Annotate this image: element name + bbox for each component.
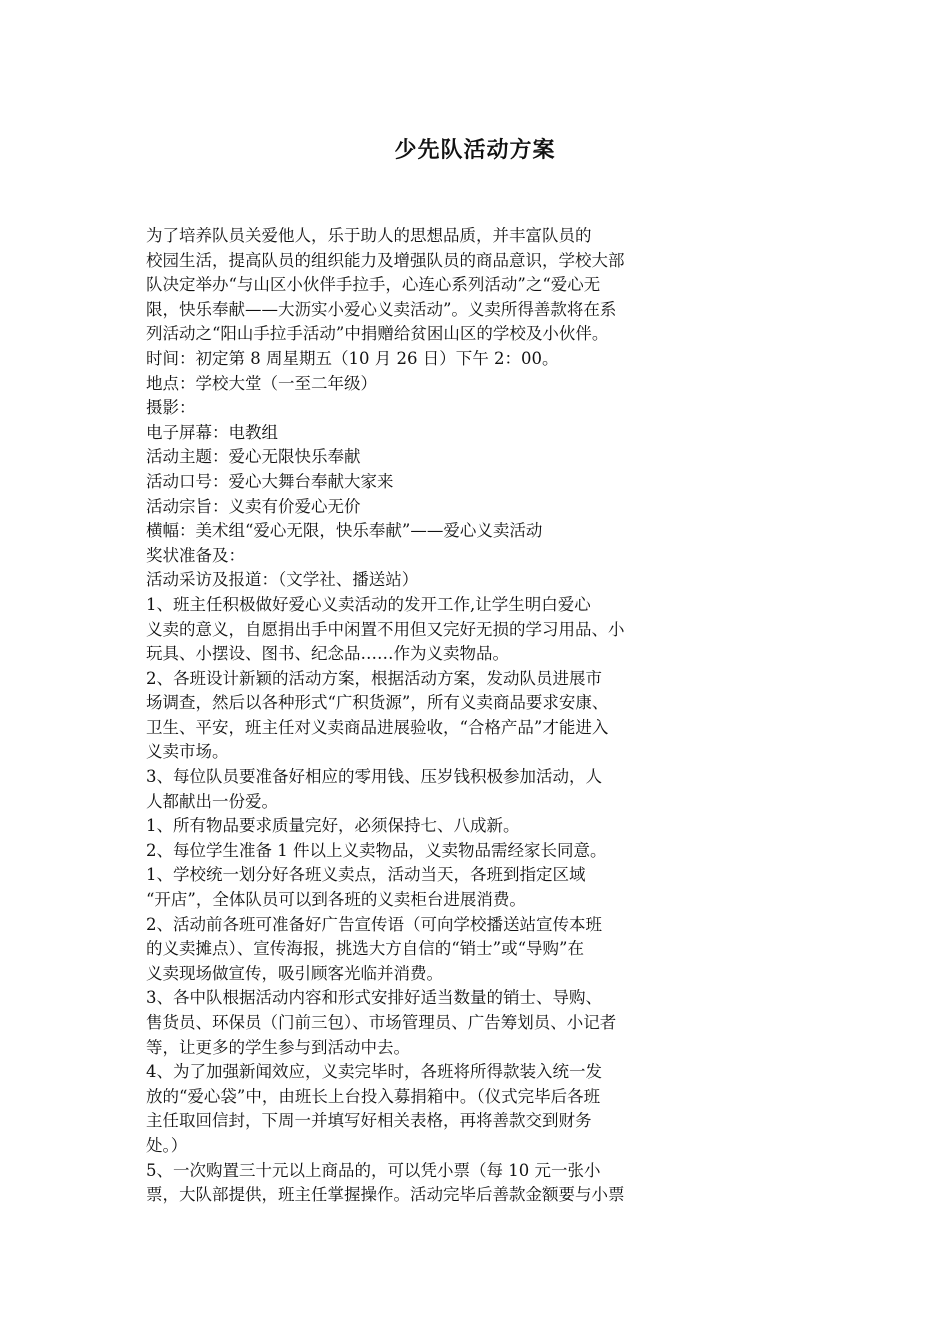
paragraph-line: 列活动之“阳山手拉手活动”中捐赠给贫困山区的学校及小伙伴。 <box>146 324 609 344</box>
paragraph-line: 人都献出一份爱。 <box>146 791 278 811</box>
paragraph-line: 限，快乐奉献——大沥实小爱心义卖活动”。义卖所得善款将在系 <box>146 299 617 319</box>
paragraph-line: “开店”，全体队员可以到各班的义卖柜台进展消费。 <box>146 890 526 910</box>
paragraph-line: 队决定举办“与山区小伙伴手拉手，心连心系列活动”之“爱心无 <box>146 275 601 295</box>
paragraph-line: 1、班主任积极做好爱心义卖活动的发开工作,让学生明白爱心 <box>146 594 591 614</box>
paragraph-line: 活动主题：爱心无限快乐奉献 <box>146 447 361 467</box>
paragraph-line: 2、每位学生准备 1 件以上义卖物品，义卖物品需经家长同意。 <box>146 840 607 860</box>
paragraph-line: 2、活动前各班可准备好广告宣传语（可向学校播送站宣传本班 <box>146 914 602 934</box>
paragraph-line: 3、各中队根据活动内容和形式安排好适当数量的销士、导购、 <box>146 988 602 1008</box>
paragraph-line: 1、所有物品要求质量完好，必须保持七、八成新。 <box>146 816 520 836</box>
paragraph-line: 4、为了加强新闻效应，义卖完毕时，各班将所得款装入统一发 <box>146 1062 602 1082</box>
paragraph-line: 摄影： <box>146 398 196 418</box>
paragraph-line: 等，让更多的学生参与到活动中去。 <box>146 1037 410 1057</box>
paragraph-line: 3、每位队员要准备好相应的零用钱、压岁钱积极参加活动，人 <box>146 767 602 787</box>
paragraph-line: 活动口号：爱心大舞台奉献大家来 <box>146 471 394 491</box>
paragraph-line: 玩具、小摆设、图书、纪念品……作为义卖物品。 <box>146 644 509 664</box>
paragraph-line: 电子屏幕：电教组 <box>146 422 278 442</box>
paragraph-line: 售货员、环保员（门前三包）、市场管理员、广告筹划员、小记者 <box>146 1013 617 1032</box>
paragraph-line: 1、学校统一划分好各班义卖点，活动当天，各班到指定区域 <box>146 865 586 885</box>
paragraph-line: 票，大队部提供，班主任掌握操作。活动完毕后善款金额要与小票 <box>146 1185 625 1205</box>
paragraph-line: 场调查，然后以各种形式“广积货源”，所有义卖商品要求安康、 <box>146 693 609 713</box>
paragraph-line: 时间：初定第 8 周星期五（10 月 26 日）下午 2：00。 <box>146 348 559 368</box>
paragraph-line: 活动宗旨：义卖有价爱心无价 <box>146 496 361 516</box>
paragraph-line: 义卖市场。 <box>146 742 229 762</box>
paragraph-line: 为了培养队员关爱他人，乐于助人的思想品质，并丰富队员的 <box>146 226 592 245</box>
paragraph-line: 2、各班设计新颖的活动方案，根据活动方案，发动队员进展市 <box>146 668 602 688</box>
paragraph-line: 义卖的意义，自愿捐出手中闲置不用但又完好无损的学习用品、小 <box>146 619 625 639</box>
document-body <box>146 224 706 1208</box>
paragraph-line: 地点：学校大堂（一至二年级） <box>146 373 377 393</box>
paragraph-line: 处。） <box>146 1135 188 1155</box>
paragraph-line: 义卖现场做宣传，吸引顾客光临并消费。 <box>146 963 443 983</box>
paragraph-line: 主任取回信封，下周一并填写好相关表格，再将善款交到财务 <box>146 1111 592 1131</box>
paragraph-line: 校园生活，提高队员的组织能力及增强队员的商品意识，学校大部 <box>146 250 625 270</box>
paragraph-line: 5、一次购置三十元以上商品的，可以凭小票（每 10 元一张小 <box>146 1160 601 1180</box>
paragraph-line: 放的“爱心袋”中，由班长上台投入募捐箱中。（仪式完毕后各班 <box>146 1086 601 1106</box>
paragraph-line: 的义卖摊点）、宣传海报，挑选大方自信的“销士”或“导购”在 <box>146 939 584 959</box>
paragraph-line: 活动采访及报道：（文学社、播送站） <box>146 570 419 590</box>
paragraph-line: 横幅：美术组“爱心无限，快乐奉献”——爱心义卖活动 <box>146 521 543 541</box>
document-title: 少先队活动方案 <box>394 138 556 163</box>
paragraph-line: 奖状准备及： <box>146 545 245 565</box>
paragraph-line: 卫生、平安，班主任对义卖商品进展验收，“合格产品”才能进入 <box>146 717 609 737</box>
